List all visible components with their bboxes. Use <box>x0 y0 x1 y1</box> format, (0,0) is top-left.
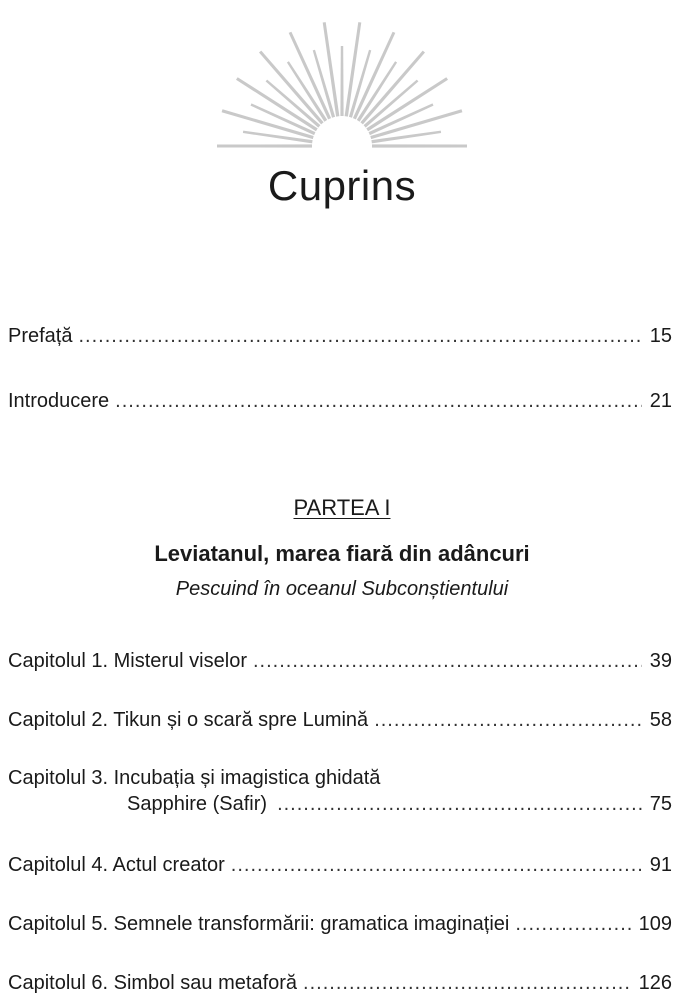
dot-leader <box>515 911 630 937</box>
toc-entry-label: Capitolul 2. Tikun și o scară spre Lumină <box>8 709 369 731</box>
toc-entry-label: Capitolul 4. Actul creator <box>8 854 225 876</box>
toc-entry-page: 15 <box>649 325 672 347</box>
toc-entry-label: Capitolul 5. Semnele transformării: gramatica imaginației <box>8 913 510 935</box>
toc-entry-preface[interactable] <box>8 323 672 349</box>
toc-entry-label: Introducere <box>8 390 110 412</box>
toc-entry-page: 21 <box>649 390 672 412</box>
toc-entry-page: 58 <box>649 709 672 731</box>
toc-entry-label: Capitolul 3. Incubația și imagistica ghidată <box>8 767 381 789</box>
toc-entry-chapter-6[interactable] <box>8 970 672 996</box>
dot-leader <box>277 791 642 817</box>
toc-entry-page: 109 <box>638 913 672 935</box>
sunburst-ray <box>345 22 362 117</box>
toc-entry-page: 91 <box>649 854 672 876</box>
toc-entry-page: 126 <box>638 972 672 994</box>
sunburst-ray <box>243 131 313 144</box>
sunburst-ray <box>371 131 441 144</box>
toc-entry-chapter-4[interactable] <box>8 852 672 878</box>
dot-leader <box>231 852 642 878</box>
dot-leader <box>78 323 641 349</box>
toc-entry-chapter-5[interactable] <box>8 911 672 937</box>
toc-entry-label-line2: Sapphire (Safir) <box>127 793 268 815</box>
dot-leader <box>115 388 642 414</box>
sunburst-ray <box>323 22 340 117</box>
sunburst-ray <box>217 144 312 147</box>
part-heading <box>0 494 684 522</box>
dot-leader <box>303 970 631 996</box>
toc-entry-label: Capitolul 6. Simbol sau metaforă <box>8 972 298 994</box>
page-title: Cuprins <box>267 162 417 209</box>
sunburst-ray <box>340 46 343 116</box>
dot-leader <box>374 707 642 733</box>
toc-entry-continuation <box>8 791 672 817</box>
toc-entry-chapter-3[interactable] <box>8 765 672 817</box>
part-subtitle: Pescuind în oceanul Subconștientului <box>175 578 509 600</box>
toc-entry-label: Prefață <box>8 325 73 347</box>
part-heading-text: PARTEA I <box>293 495 391 520</box>
sunburst-ornament <box>187 18 497 153</box>
part-title: Leviatanul, marea fiară din adâncuri <box>154 541 530 566</box>
toc-entry-page: 75 <box>649 793 672 815</box>
toc-entry-introduction[interactable] <box>8 388 672 414</box>
toc-entry-label: Capitolul 1. Misterul viselor <box>8 650 247 672</box>
toc-entry-chapter-2[interactable] <box>8 707 672 733</box>
dot-leader <box>253 648 642 674</box>
toc-entry-chapter-1[interactable] <box>8 648 672 674</box>
sunburst-ray <box>372 144 467 147</box>
toc-entry-page: 39 <box>649 650 672 672</box>
